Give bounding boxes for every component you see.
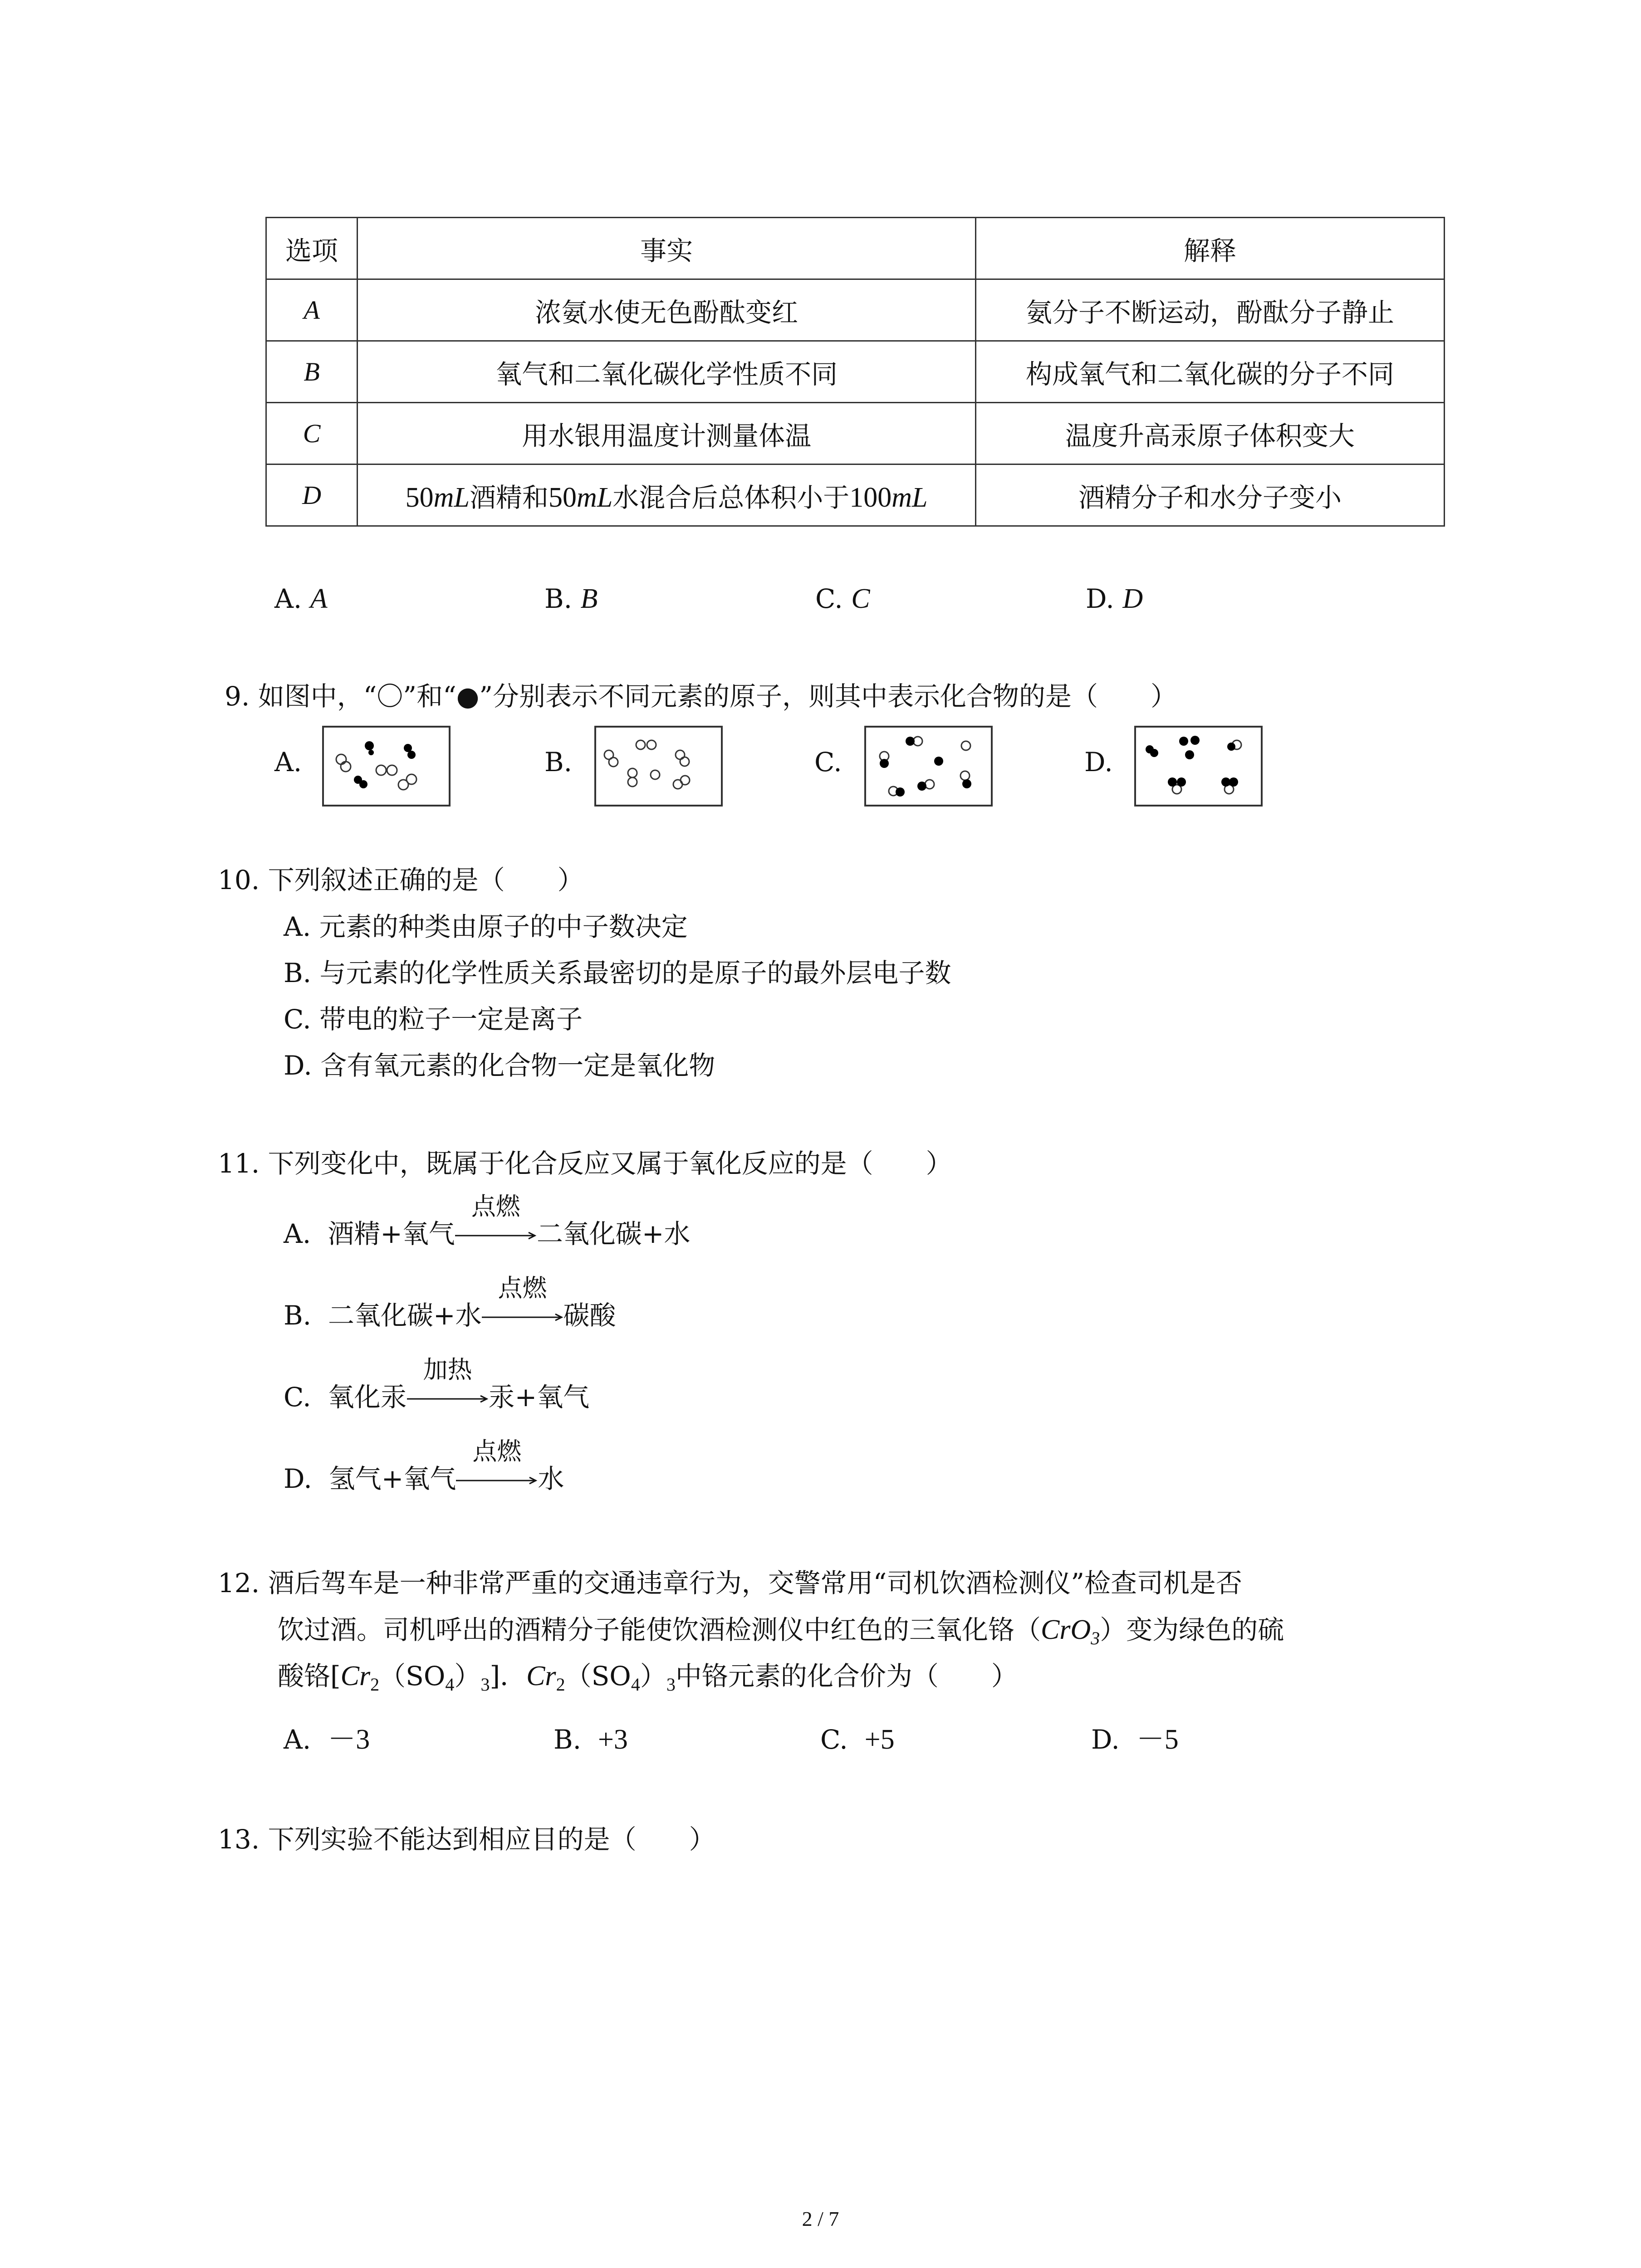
table-row (266, 403, 1445, 464)
q8-option-a[interactable]: A. A (274, 583, 328, 614)
q12-stem-line1: 12. 酒后驾车是一种非常严重的交通违章行为，交警常用“司机饮酒检测仪”检查司机是否 (218, 1568, 1242, 1598)
q11-option-d[interactable]: D. 氢气+氧气 点燃 水 (284, 1437, 564, 1494)
q10-stem: 10. 下列叙述正确的是（ ） (218, 865, 584, 895)
page-number: 2 / 7 (802, 2207, 839, 2230)
reaction-arrow-icon: 点燃 (482, 1293, 563, 1325)
q12-stem-line3: 酸铬$[Cr_2(SO_4)_3]$．$Cr_2(SO_4)_3$中铬元素的化合价为（ ） (278, 1661, 1018, 1695)
table-cell-option: B (266, 341, 358, 403)
q9-diagram-d[interactable] (1134, 726, 1263, 807)
table-header-cell: 选项 (266, 218, 358, 279)
q8-option-c[interactable]: C. C (815, 583, 870, 614)
reaction-arrow-icon: 加热 (407, 1374, 489, 1406)
q12-option-b[interactable]: B. +3 (554, 1724, 628, 1755)
facts-table (265, 217, 1445, 527)
table-cell-option: A (266, 279, 358, 341)
q8-option-b[interactable]: B. B (544, 583, 598, 614)
q9-option-label[interactable]: C. (814, 747, 842, 777)
molecule-diagram-c (866, 728, 991, 805)
table-header-cell: 解释 (976, 218, 1445, 279)
table-header-cell: 事实 (358, 218, 976, 279)
q9-diagram-c[interactable] (864, 726, 993, 807)
table-row (266, 279, 1445, 341)
q8-option-d[interactable]: D. D (1086, 583, 1143, 614)
q10-option-b[interactable]: B. 与元素的化学性质关系最密切的是原子的最外层电子数 (284, 958, 951, 988)
q11-stem: 11. 下列变化中，既属于化合反应又属于氧化反应的是（ ） (218, 1148, 952, 1179)
q9-stem: 9. 如图中，“〇”和“●”分别表示不同元素的原子，则其中表示化合物的是（ ） (225, 681, 1177, 712)
q10-option-c[interactable]: C. 带电的粒子一定是离子 (284, 1004, 583, 1035)
table-cell-explain: 温度升高汞原子体积变大 (976, 403, 1445, 464)
table-cell-explain: 氨分子不断运动，酚酞分子静止 (976, 279, 1445, 341)
molecule-diagram-b (596, 728, 721, 805)
molecule-diagram-d (1136, 728, 1261, 805)
q12-option-c[interactable]: C. +5 (820, 1724, 895, 1755)
table-cell-option: C (266, 403, 358, 464)
table-cell-option: D (266, 464, 358, 526)
table-row (266, 464, 1445, 526)
q11-option-b[interactable]: B. 二氧化碳+水 点燃 碳酸 (284, 1274, 616, 1331)
q9-option-label[interactable]: B. (544, 747, 573, 777)
q12-option-d[interactable]: D. －5 (1091, 1724, 1179, 1755)
table-cell-explain: 构成氧气和二氧化碳的分子不同 (976, 341, 1445, 403)
reaction-arrow-icon: 点燃 (455, 1211, 537, 1243)
q9-diagram-a[interactable] (322, 726, 451, 807)
q13-stem: 13. 下列实验不能达到相应目的是（ ） (218, 1824, 715, 1855)
q10-option-a[interactable]: A. 元素的种类由原子的中子数决定 (284, 911, 688, 942)
table-row (266, 341, 1445, 403)
q12-stem-line2: 饮过酒。司机呼出的酒精分子能使饮酒检测仪中红色的三氧化铬（CrO$_3$）变为绿色的硫 (278, 1614, 1284, 1648)
table-cell-fact: 50mL酒精和50mL水混合后总体积小于100mL (358, 464, 976, 526)
reaction-arrow-icon: 点燃 (456, 1456, 538, 1488)
q11-option-c[interactable]: C. 氧化汞 加热 汞+氧气 (284, 1355, 590, 1413)
table-cell-fact: 浓氨水使无色酚酞变红 (358, 279, 976, 341)
table-cell-fact: 氧气和二氧化碳化学性质不同 (358, 341, 976, 403)
table-header-row (266, 218, 1445, 279)
q9-diagram-b[interactable] (594, 726, 723, 807)
table-cell-fact: 用水银用温度计测量体温 (358, 403, 976, 464)
q10-option-d[interactable]: D. 含有氧元素的化合物一定是氧化物 (284, 1050, 715, 1081)
q9-option-label[interactable]: D. (1084, 747, 1113, 777)
q12-option-a[interactable]: A. －3 (284, 1724, 370, 1755)
table-cell-explain: 酒精分子和水分子变小 (976, 464, 1445, 526)
molecule-diagram-a (324, 728, 449, 805)
q11-option-a[interactable]: A. 酒精+氧气 点燃 二氧化碳+水 (284, 1192, 691, 1249)
q9-option-label[interactable]: A. (274, 747, 302, 777)
